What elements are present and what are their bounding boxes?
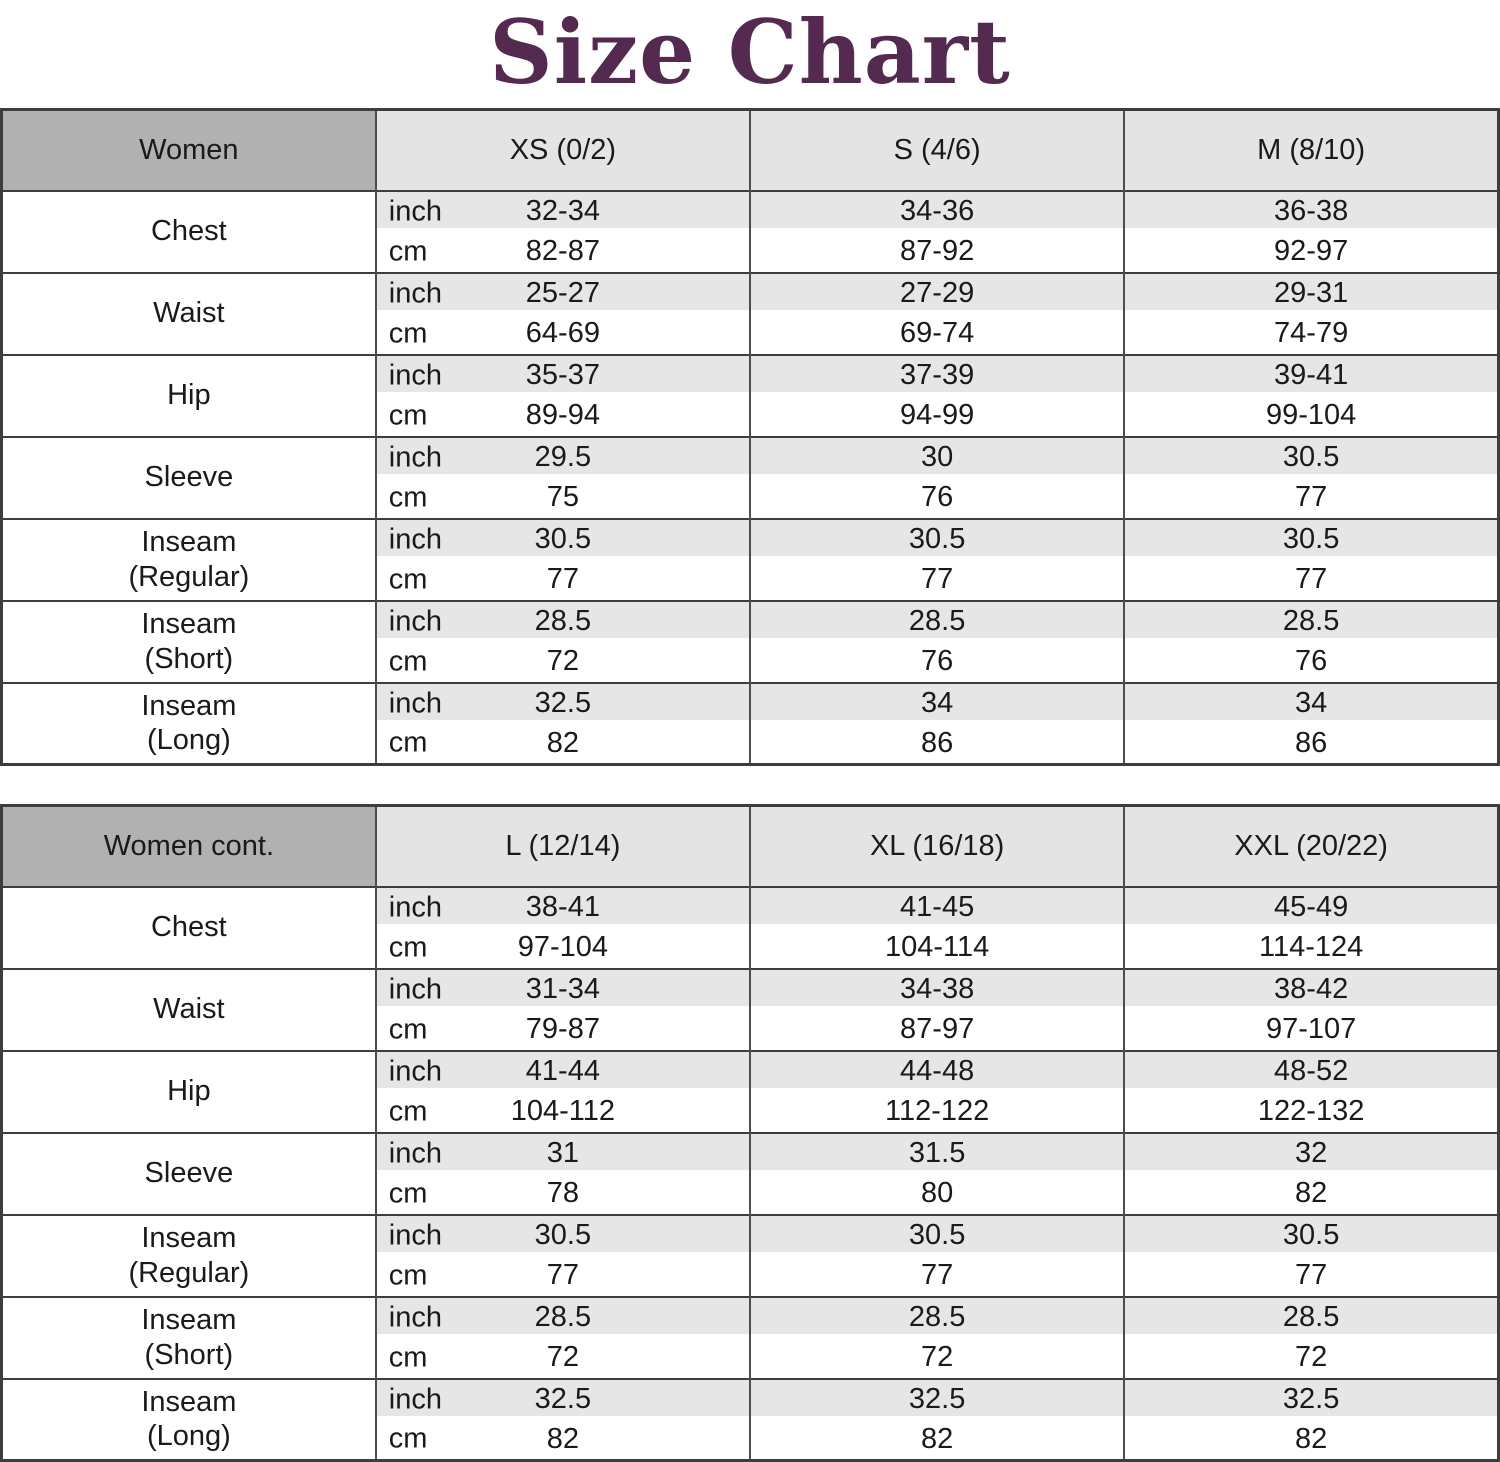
cm-value: 89-94 [525, 399, 600, 431]
inch-value-cell [376, 437, 750, 478]
inch-value-cell [1124, 601, 1498, 642]
cm-value: 79-87 [525, 1013, 600, 1045]
cm-value-cell [376, 232, 750, 273]
cm-value: 74-79 [1274, 317, 1349, 349]
inch-value: 28.5 [908, 605, 966, 637]
measurement-inch-row [2, 1297, 1499, 1338]
unit-label-inch: inch [388, 277, 442, 309]
cm-value: 97-104 [517, 931, 609, 963]
cm-value-cell [376, 1010, 750, 1051]
measurement-inch-row [2, 355, 1499, 396]
inch-value: 28.5 [1282, 605, 1340, 637]
unit-label-inch: inch [388, 973, 442, 1005]
measurement-inch-row [2, 601, 1499, 642]
measurement-label-sub: (Short) [144, 642, 234, 675]
inch-value: 30 [920, 441, 954, 473]
unit-label-cm: cm [388, 1177, 428, 1209]
size-table-header-row [2, 806, 1499, 887]
inch-value: 35-37 [525, 359, 600, 391]
cm-value-cell [1124, 1420, 1498, 1461]
cm-value: 76 [920, 481, 954, 513]
cm-value-cell [376, 1174, 750, 1215]
inch-value-cell [750, 969, 1124, 1010]
inch-value: 44-48 [900, 1055, 975, 1087]
measurement-group [2, 601, 1499, 683]
size-column-header [376, 110, 750, 191]
inch-value: 25-27 [525, 277, 600, 309]
cm-value: 97-107 [1265, 1013, 1357, 1045]
inch-value-cell [1124, 887, 1498, 928]
cm-value: 82 [920, 1422, 954, 1455]
inch-value: 30.5 [1282, 441, 1340, 473]
table-corner-header [2, 110, 376, 191]
inch-value: 28.5 [908, 1301, 966, 1333]
unit-label-inch: inch [388, 523, 442, 555]
measurement-group [2, 1051, 1499, 1133]
measurement-inch-row [2, 1379, 1499, 1420]
unit-label-inch: inch [388, 605, 442, 637]
cm-value-cell [1124, 1174, 1498, 1215]
measurement-label-cell [2, 191, 376, 273]
cm-value-cell [376, 724, 750, 765]
measurement-label-cell [2, 1215, 376, 1297]
size-column-header [376, 806, 750, 887]
size-column-header [1124, 110, 1498, 191]
inch-value: 32.5 [908, 1383, 966, 1415]
inch-value-cell [750, 887, 1124, 928]
unit-label-inch: inch [388, 1383, 442, 1415]
unit-label-cm: cm [388, 726, 428, 759]
cm-value: 82 [1294, 1422, 1328, 1455]
inch-value: 45-49 [1274, 891, 1349, 923]
unit-label-cm: cm [388, 563, 428, 595]
inch-value-cell [750, 191, 1124, 232]
inch-value-cell [750, 437, 1124, 478]
inch-value: 48-52 [1274, 1055, 1349, 1087]
measurement-label: Hip [167, 379, 211, 412]
inch-value-cell [1124, 1215, 1498, 1256]
inch-value-cell [750, 1297, 1124, 1338]
cm-value: 77 [1294, 481, 1328, 513]
measurement-inch-row [2, 191, 1499, 232]
inch-value: 28.5 [534, 1301, 592, 1333]
cm-value-cell [1124, 1256, 1498, 1297]
inch-value-cell [376, 1051, 750, 1092]
cm-value-cell [750, 478, 1124, 519]
measurement-label: Inseam [141, 608, 237, 641]
measurement-label-cell [2, 1379, 376, 1461]
measurement-group [2, 273, 1499, 355]
inch-value-cell [376, 355, 750, 396]
inch-value-cell [1124, 1133, 1498, 1174]
table-corner-header [2, 806, 376, 887]
inch-value-cell [750, 1379, 1124, 1420]
inch-value: 37-39 [900, 359, 975, 391]
cm-value: 122-132 [1257, 1095, 1365, 1127]
inch-value: 39-41 [1274, 359, 1349, 391]
measurement-label-cell [2, 887, 376, 969]
inch-value: 28.5 [1282, 1301, 1340, 1333]
cm-value-cell [750, 1010, 1124, 1051]
size-column-label: M (8/10) [1257, 133, 1366, 166]
inch-value: 31 [546, 1137, 579, 1169]
inch-value-cell [1124, 191, 1498, 232]
cm-value: 72 [546, 645, 579, 677]
inch-value: 30.5 [534, 523, 592, 555]
size-column-label: L (12/14) [505, 829, 621, 862]
cm-value: 72 [920, 1341, 954, 1373]
cm-value-cell [750, 1420, 1124, 1461]
unit-label-inch: inch [388, 687, 442, 719]
size-column-label: XXL (20/22) [1234, 829, 1388, 862]
measurement-label-sub: (Regular) [128, 1256, 250, 1289]
unit-label-cm: cm [388, 1095, 428, 1127]
unit-label-cm: cm [388, 1259, 428, 1291]
measurement-label-cell [2, 601, 376, 683]
inch-value: 34-36 [900, 195, 975, 227]
cm-value: 112-122 [884, 1095, 990, 1127]
cm-value-cell [750, 1174, 1124, 1215]
measurement-label-cell [2, 969, 376, 1051]
cm-value-cell [376, 1420, 750, 1461]
size-column-header [1124, 806, 1498, 887]
inch-value-cell [376, 969, 750, 1010]
inch-value-cell [376, 1215, 750, 1256]
measurement-label-cell [2, 519, 376, 601]
inch-value: 34 [1294, 687, 1328, 719]
inch-value-cell [376, 601, 750, 642]
cm-value-cell [750, 1092, 1124, 1133]
unit-label-inch: inch [388, 441, 442, 473]
measurement-label: Inseam [141, 526, 237, 559]
unit-label-inch: inch [388, 1219, 442, 1251]
inch-value-cell [376, 887, 750, 928]
cm-value-cell [750, 928, 1124, 969]
inch-value: 30.5 [908, 1219, 966, 1251]
inch-value-cell [1124, 1379, 1498, 1420]
size-table-women [0, 108, 1500, 766]
cm-value-cell [1124, 1092, 1498, 1133]
cm-value: 77 [1294, 1259, 1328, 1291]
inch-value: 28.5 [534, 605, 592, 637]
measurement-label: Inseam [141, 1222, 237, 1255]
inch-value: 32.5 [534, 687, 592, 719]
measurement-inch-row [2, 887, 1499, 928]
cm-value-cell [376, 396, 750, 437]
cm-value: 86 [920, 726, 954, 759]
measurement-group [2, 519, 1499, 601]
unit-label-inch: inch [388, 1301, 442, 1333]
unit-label-cm: cm [388, 317, 428, 349]
cm-value-cell [1124, 232, 1498, 273]
unit-label-inch: inch [388, 359, 442, 391]
inch-value-cell [750, 601, 1124, 642]
measurement-label: Waist [153, 297, 225, 330]
inch-value: 34-38 [900, 973, 975, 1005]
cm-value: 77 [546, 1259, 579, 1291]
measurement-label-sub: (Long) [146, 1420, 231, 1453]
cm-value: 87-92 [900, 235, 975, 267]
measurement-label: Chest [150, 215, 227, 248]
inch-value: 38-41 [525, 891, 600, 923]
cm-value-cell [750, 396, 1124, 437]
measurement-inch-row [2, 683, 1499, 724]
measurement-label-sub: (Short) [144, 1338, 234, 1371]
inch-value-cell [750, 1215, 1124, 1256]
inch-value-cell [750, 1051, 1124, 1092]
size-table-grid [0, 108, 1500, 766]
unit-label-cm: cm [388, 931, 428, 963]
measurement-group [2, 1215, 1499, 1297]
cm-value: 92-97 [1274, 235, 1349, 267]
inch-value-cell [1124, 437, 1498, 478]
table-corner-label: Women [139, 133, 239, 166]
unit-label-inch: inch [388, 1055, 442, 1087]
cm-value-cell [1124, 314, 1498, 355]
cm-value: 72 [1294, 1341, 1328, 1373]
inch-value: 29-31 [1274, 277, 1349, 309]
inch-value-cell [376, 191, 750, 232]
cm-value-cell [1124, 396, 1498, 437]
inch-value: 31.5 [908, 1137, 966, 1169]
inch-value-cell [1124, 519, 1498, 560]
cm-value-cell [376, 560, 750, 601]
inch-value: 32 [1294, 1137, 1328, 1169]
cm-value-cell [376, 642, 750, 683]
inch-value-cell [1124, 969, 1498, 1010]
inch-value-cell [750, 273, 1124, 314]
measurement-label-cell [2, 1133, 376, 1215]
measurement-label: Waist [153, 993, 225, 1026]
cm-value: 82 [546, 1422, 579, 1455]
cm-value: 82-87 [525, 235, 600, 267]
inch-value-cell [376, 519, 750, 560]
measurement-group [2, 355, 1499, 437]
cm-value: 80 [920, 1177, 954, 1209]
measurement-label: Sleeve [144, 461, 234, 494]
unit-label-cm: cm [388, 399, 428, 431]
measurement-label: Inseam [141, 1386, 237, 1419]
inch-value: 30.5 [534, 1219, 592, 1251]
measurement-label-cell [2, 273, 376, 355]
cm-value-cell [1124, 560, 1498, 601]
measurement-inch-row [2, 1133, 1499, 1174]
cm-value: 76 [1294, 645, 1328, 677]
cm-value-cell [750, 560, 1124, 601]
measurement-label: Sleeve [144, 1157, 234, 1190]
cm-value: 75 [546, 481, 579, 513]
cm-value-cell [750, 232, 1124, 273]
inch-value-cell [750, 1133, 1124, 1174]
inch-value: 41-44 [525, 1055, 600, 1087]
size-column-header [750, 110, 1124, 191]
cm-value-cell [1124, 1338, 1498, 1379]
measurement-label: Chest [150, 911, 227, 944]
cm-value: 94-99 [900, 399, 975, 431]
cm-value: 64-69 [525, 317, 600, 349]
unit-label-cm: cm [388, 1341, 428, 1373]
measurement-inch-row [2, 273, 1499, 314]
measurement-label-sub: (Regular) [128, 560, 250, 593]
inch-value-cell [1124, 683, 1498, 724]
cm-value: 78 [546, 1177, 579, 1209]
table-corner-label: Women cont. [103, 829, 275, 862]
measurement-group [2, 1297, 1499, 1379]
measurement-group [2, 191, 1499, 273]
inch-value-cell [376, 1297, 750, 1338]
unit-label-cm: cm [388, 481, 428, 513]
inch-value: 32.5 [534, 1383, 592, 1415]
unit-label-inch: inch [388, 195, 442, 227]
inch-value: 34 [920, 687, 954, 719]
inch-value-cell [1124, 1051, 1498, 1092]
measurement-group [2, 1133, 1499, 1215]
cm-value-cell [750, 724, 1124, 765]
measurement-inch-row [2, 1051, 1499, 1092]
inch-value-cell [376, 683, 750, 724]
cm-value-cell [750, 314, 1124, 355]
measurement-group [2, 683, 1499, 765]
inch-value-cell [376, 273, 750, 314]
inch-value: 41-45 [900, 891, 975, 923]
inch-value: 30.5 [1282, 1219, 1340, 1251]
measurement-label-cell [2, 1297, 376, 1379]
measurement-inch-row [2, 969, 1499, 1010]
cm-value: 87-97 [900, 1013, 975, 1045]
cm-value: 82 [1294, 1177, 1328, 1209]
measurement-group [2, 969, 1499, 1051]
measurement-label-cell [2, 1051, 376, 1133]
inch-value: 32-34 [525, 195, 600, 227]
measurement-label: Hip [167, 1075, 211, 1108]
inch-value-cell [1124, 1297, 1498, 1338]
inch-value: 32.5 [1282, 1383, 1340, 1415]
inch-value: 30.5 [1282, 523, 1340, 555]
cm-value: 99-104 [1265, 399, 1357, 431]
size-table-women-cont [0, 804, 1500, 1462]
inch-value-cell [750, 683, 1124, 724]
measurement-label: Inseam [141, 1304, 237, 1337]
cm-value: 77 [920, 1259, 954, 1291]
cm-value-cell [750, 642, 1124, 683]
measurement-label-cell [2, 437, 376, 519]
inch-value: 31-34 [525, 973, 600, 1005]
measurement-label-cell [2, 683, 376, 765]
measurement-label-cell [2, 355, 376, 437]
cm-value: 69-74 [900, 317, 975, 349]
inch-value: 27-29 [900, 277, 975, 309]
cm-value-cell [750, 1338, 1124, 1379]
size-column-label: XS (0/2) [509, 133, 617, 166]
inch-value: 30.5 [908, 523, 966, 555]
inch-value-cell [376, 1133, 750, 1174]
unit-label-cm: cm [388, 235, 428, 267]
cm-value: 77 [546, 563, 579, 595]
cm-value-cell [376, 928, 750, 969]
page-title: Size Chart [489, 0, 1011, 104]
size-table-header-row [2, 110, 1499, 191]
cm-value: 86 [1294, 726, 1328, 759]
cm-value: 104-112 [510, 1095, 616, 1127]
cm-value-cell [1124, 928, 1498, 969]
measurement-label-sub: (Long) [146, 724, 231, 757]
inch-value-cell [750, 355, 1124, 396]
measurement-inch-row [2, 1215, 1499, 1256]
measurement-group [2, 437, 1499, 519]
unit-label-cm: cm [388, 645, 428, 677]
unit-label-inch: inch [388, 891, 442, 923]
unit-label-cm: cm [388, 1422, 428, 1455]
cm-value: 82 [546, 726, 579, 759]
cm-value-cell [1124, 478, 1498, 519]
measurement-group [2, 1379, 1499, 1461]
inch-value-cell [750, 519, 1124, 560]
inch-value-cell [1124, 355, 1498, 396]
cm-value-cell [376, 1256, 750, 1297]
measurement-inch-row [2, 437, 1499, 478]
cm-value: 104-114 [884, 931, 990, 963]
cm-value: 77 [920, 563, 954, 595]
cm-value-cell [1124, 1010, 1498, 1051]
cm-value: 76 [920, 645, 954, 677]
measurement-group [2, 887, 1499, 969]
unit-label-inch: inch [388, 1137, 442, 1169]
cm-value-cell [750, 1256, 1124, 1297]
cm-value: 114-124 [1258, 931, 1364, 963]
inch-value: 36-38 [1274, 195, 1349, 227]
size-column-label: S (4/6) [893, 133, 981, 166]
cm-value-cell [1124, 642, 1498, 683]
cm-value-cell [376, 1338, 750, 1379]
cm-value-cell [376, 1092, 750, 1133]
inch-value-cell [1124, 273, 1498, 314]
unit-label-cm: cm [388, 1013, 428, 1045]
inch-value: 29.5 [534, 441, 592, 473]
size-column-header [750, 806, 1124, 887]
measurement-inch-row [2, 519, 1499, 560]
inch-value-cell [376, 1379, 750, 1420]
cm-value: 72 [546, 1341, 579, 1373]
size-table-grid [0, 804, 1500, 1462]
size-column-label: XL (16/18) [869, 829, 1005, 862]
cm-value-cell [1124, 724, 1498, 765]
cm-value-cell [376, 314, 750, 355]
measurement-label: Inseam [141, 690, 237, 723]
inch-value: 38-42 [1274, 973, 1349, 1005]
cm-value: 77 [1294, 563, 1328, 595]
size-tables-container [0, 108, 1500, 1462]
cm-value-cell [376, 478, 750, 519]
